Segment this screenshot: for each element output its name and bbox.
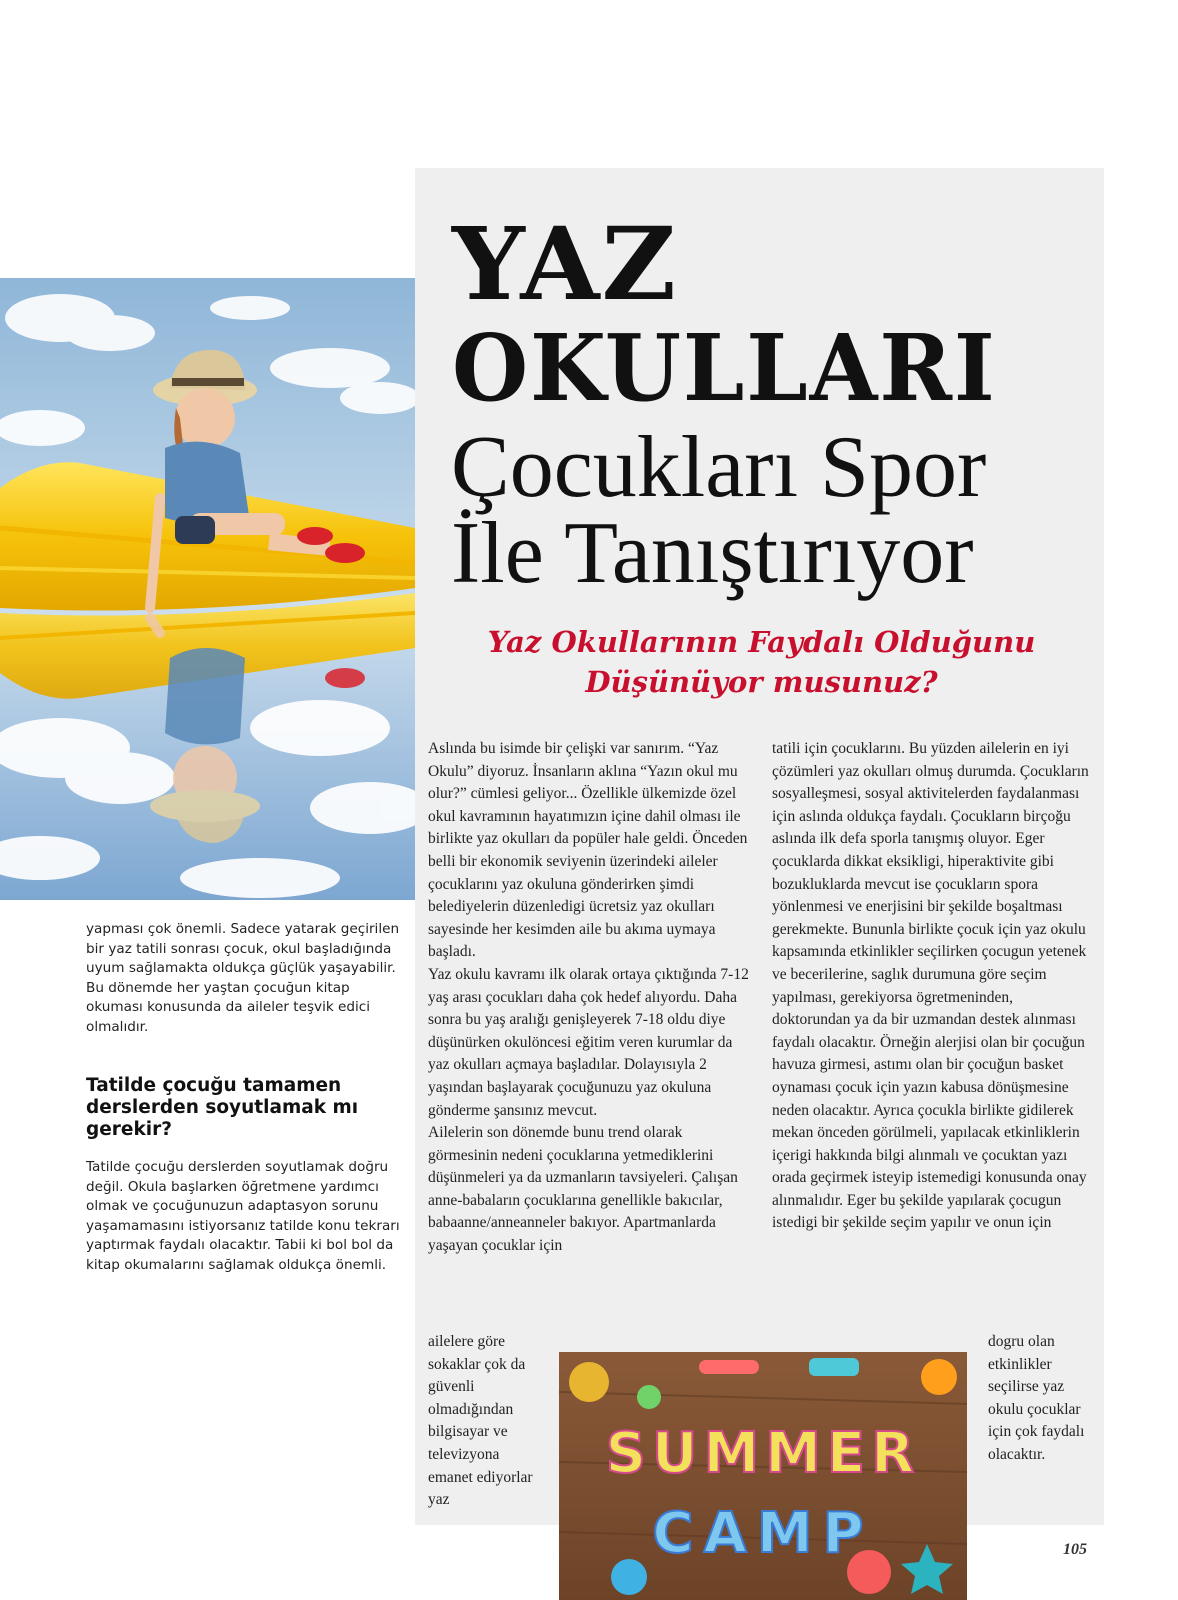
column-1-narrow-continuation: ailelere göre sokaklar çok da güvenli olmadığından bilgisayar ve televizyona emanet ediyorlar yaz bbox=[428, 1333, 533, 1509]
summer-camp-photo bbox=[559, 1352, 967, 1600]
article-column-1 bbox=[428, 738, 752, 1258]
left-section-heading: Tatilde çocuğu tamamen derslerden soyutlamak mı gerekir? bbox=[86, 1075, 359, 1140]
column-1-paragraph-3: Ailelerin son dönemde bunu trend olarak görmesinin nedeni çocuklarına yetmediklerini düşünmeleri ya da uzmanların tavsiyeleri. Çalışan anne-babaların çocuklarına genellikle bakıcılar, babaanne/anneanneler bakıyor. Apartmanlarda yaşayan çocuklar için bbox=[428, 1124, 738, 1255]
column-1-paragraph-2: Yaz okulu kavramı ilk olarak ortaya çıktığında 7-12 yaş arası çocukları daha çok hedef alıyordu. Daha sonra bu yaş aralığı genişleyerek 7-18 oldu diye düşünürken okulöncesi eğitim veren kurumlar da yaz okulları açmaya başladılar. Dolayısıyla 2 yaşından başlayarak çocuğunuzu yaz okuluna gönderme şansınız mevcut. bbox=[428, 965, 749, 1119]
column-1-paragraph-1: Aslında bu isimde bir çelişki var sanırım. “Yaz Okulu” diyoruz. İnsanların aklına “Yazın okul mu olur?” cümlesi geliyor... Özellikle ülkemizde özel okul kavramının hayatımızın içine dahil olması ile birlikte yaz okulları da popüler hale geldi. Önceden belli bir ekonomik seviyenin üzerindeki aileler çocuklarını yaz okuluna gönderirken şimdi belediyelerin düzenledigi ücretsiz yaz okulları sayesinde her kesimden aile bu akıma uymaya başladı. bbox=[428, 740, 748, 961]
article-column-2 bbox=[772, 738, 1095, 1235]
headline-line-1: YAZ bbox=[452, 205, 679, 323]
left-paragraph-2: Tatilde çocuğu derslerden soyutlamak doğru değil. Okula başlarken öğretmene yardımcı olmak ve çocuğunuzun adaptasyon sorunu yaşamamasını istiyorsanız tatilde konu tekrarı yaptırmak faydalı olacaktır. Tabii ki bol bol da kitap okumalarını sağlamak oldukça önemli. bbox=[86, 1159, 400, 1273]
column-2-paragraph-1: tatili için çocuklarını. Bu yüzden ailelerin en iyi çözümleri yaz okulları olmuş durumda. Çocukların sosyalleşmesi, sosyal aktivitelerden faydalanması için aslında oldukça faydalı. Çocukların birçoğu aslında ilk defa sporla tanışmış oluyor. Eger çocuklarda dikkat eksikligi, hiperaktivite gibi bozukluklarda mevcut ise çocukların spora yönlenmesi ve enerjisini bir şekilde boşaltması gerekmekte. Bununla birlikte çocuk için yaz okulu kapsamında etkinlikler seçilirken çocugun yetenek ve becerilerine, saglık durumuna göre seçim yapılması, gerekiyorsa ögretmeninden, doktorundan ya da bir uzmandan destek alınması faydalı olacaktır. Örneğin alerjisi olan bir çocuğun havuza girmesi, astımı olan bir çocuğun basket oynaması çocuk için yazın kabusa dönüşmesine neden olacaktır. Ayrıca çocukla birlikte gidilerek mekan önceden görülmeli, yapılacak etkinliklerin içerigi hakkında bilgi alınmalı ve çocuktan yazı orada geçirmek isteyip istemedigi konusunda onay alınmalıdır. Eger bu şekilde yapılarak çocugun istedigi bir şekilde seçim yapılır ve onun için bbox=[772, 740, 1089, 1232]
subtitle bbox=[440, 622, 1083, 702]
summer-camp-text-line-2: CAMP bbox=[652, 1501, 874, 1566]
column-2-narrow-continuation: dogru olan etkinlikler seçilirse yaz okulu çocuklar için çok faydalı olacaktır. bbox=[988, 1333, 1085, 1463]
headline-line-4: İle Tanıştırıyor bbox=[451, 505, 974, 602]
subtitle-line-2: Düşünüyor musunuz? bbox=[585, 665, 938, 699]
left-paragraph-1: yapması çok önemli. Sadece yatarak geçirilen bir yaz tatili sonrası çocuk, okul başladığında uyum sağlamakta oldukça güçlük yaşayabilir. Bu dönemde her yaştan çocuğun kitap okuması konusunda da aileler teşvik edici olmalıdır. bbox=[86, 921, 400, 1035]
subtitle-line-1: Yaz Okullarının Faydalı Olduğunu bbox=[487, 625, 1036, 659]
page-number: 105 bbox=[1063, 1541, 1087, 1558]
headline-line-2: OKULLARI bbox=[452, 314, 997, 422]
summer-camp-text-line-1: SUMMER bbox=[605, 1421, 921, 1486]
headline-line-3: Çocukları Spor bbox=[451, 419, 987, 516]
child-on-inflatable-photo bbox=[0, 278, 415, 900]
